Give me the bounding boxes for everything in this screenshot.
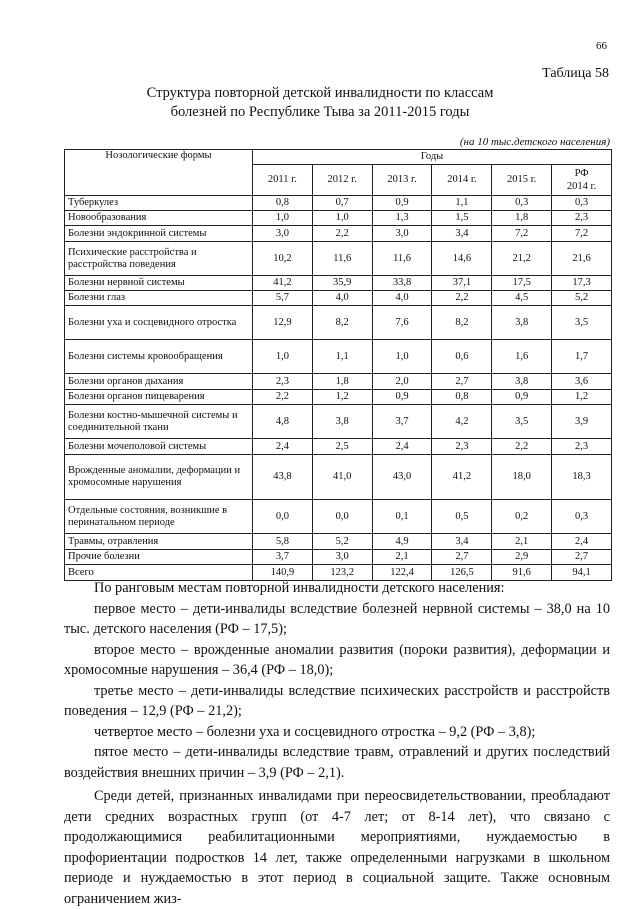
table-cell: 1,3 (372, 211, 432, 226)
year-header: 2012 г. (312, 165, 372, 196)
table-cell: 1,2 (312, 390, 372, 405)
table-cell: 7,6 (372, 306, 432, 340)
table-cell: 4,0 (372, 291, 432, 306)
table-cell: 3,0 (372, 226, 432, 242)
table-cell: 2,2 (253, 390, 313, 405)
table-row (65, 550, 612, 565)
table-cell: 2,4 (372, 439, 432, 455)
table-cell: 0,8 (432, 390, 492, 405)
table-cell: 17,3 (552, 276, 612, 291)
table-row (65, 211, 612, 226)
table-cell: 3,6 (552, 374, 612, 390)
table-cell: 3,8 (492, 374, 552, 390)
table-cell: 33,8 (372, 276, 432, 291)
table-cell: 21,2 (492, 242, 552, 276)
table-cell: 5,8 (253, 534, 313, 550)
table-cell: 0,0 (253, 500, 313, 534)
table-cell: 2,7 (552, 550, 612, 565)
table-cell: 3,9 (552, 405, 612, 439)
table-cell: 123,2 (312, 565, 372, 581)
table-cell: 1,0 (312, 211, 372, 226)
rank-4: четвертое место – болезни уха и сосцевидного отростка – 9,2 (РФ – 3,8); (94, 723, 536, 740)
table-cell: 0,0 (312, 500, 372, 534)
table-row (65, 340, 612, 374)
table-cell: 1,7 (552, 340, 612, 374)
table-cell: 3,5 (552, 306, 612, 340)
table-cell: 1,0 (253, 211, 313, 226)
table-row (65, 500, 612, 534)
body-paragraph: Среди детей, признанных инвалидами при переосвидетельствовании, преобладают дети средних возрастных групп (от 4-7 лет; от 8-14 лет), что связано с продолжающимися реабилитационными мероприятиями, нуждаемостью в профориентации подростков 14 лет, также определенными нагрузками в школьном периоде и нуждаемостью в этот период в социальной защите. Также основным ограничением жиз- (64, 788, 610, 907)
table-cell: 0,9 (492, 390, 552, 405)
table-cell: 8,2 (432, 306, 492, 340)
table-cell: 7,2 (492, 226, 552, 242)
table-cell: 43,8 (253, 455, 313, 500)
disability-table (64, 149, 612, 581)
row-label: Травмы, отравления (65, 534, 253, 550)
table-label: Таблица 58 (542, 66, 609, 81)
table-cell: 94,1 (552, 565, 612, 581)
row-label: Врожденные аномалии, деформации и хромосомные нарушения (65, 455, 253, 500)
year-header-rf: РФ 2014 г. (552, 165, 612, 196)
rank-intro: По ранговым местам повторной инвалидности детского населения: (94, 580, 505, 596)
table-cell: 2,4 (253, 439, 313, 455)
table-cell: 2,3 (552, 439, 612, 455)
table-cell: 2,3 (432, 439, 492, 455)
table-cell: 140,9 (253, 565, 313, 581)
table-row (65, 276, 612, 291)
table-cell: 4,9 (372, 534, 432, 550)
table-cell: 3,7 (253, 550, 313, 565)
table-cell: 11,6 (312, 242, 372, 276)
table-cell: 41,0 (312, 455, 372, 500)
table-row (65, 291, 612, 306)
table-cell: 1,8 (312, 374, 372, 390)
row-label: Болезни костно-мышечной системы и соединительной ткани (65, 405, 253, 439)
table-cell: 4,5 (492, 291, 552, 306)
table-cell: 2,5 (312, 439, 372, 455)
table-cell: 18,0 (492, 455, 552, 500)
table-cell: 4,2 (432, 405, 492, 439)
table-cell: 1,1 (312, 340, 372, 374)
table-cell: 122,4 (372, 565, 432, 581)
table-cell: 3,0 (253, 226, 313, 242)
row-label: Отдельные состояния, возникшие в перинатальном периоде (65, 500, 253, 534)
table-cell: 0,8 (253, 196, 313, 211)
table-cell: 8,2 (312, 306, 372, 340)
table-cell: 10,2 (253, 242, 313, 276)
table-row (65, 196, 612, 211)
table-cell: 3,0 (312, 550, 372, 565)
table-cell: 5,2 (552, 291, 612, 306)
year-header: 2015 г. (492, 165, 552, 196)
table-row (65, 306, 612, 340)
table-cell: 1,8 (492, 211, 552, 226)
table-cell: 41,2 (432, 455, 492, 500)
row-label: Болезни органов дыхания (65, 374, 253, 390)
table-cell: 0,9 (372, 196, 432, 211)
row-label: Болезни нервной системы (65, 276, 253, 291)
table-cell: 3,4 (432, 226, 492, 242)
table-cell: 7,2 (552, 226, 612, 242)
table-cell: 41,2 (253, 276, 313, 291)
row-label: Болезни уха и сосцевидного отростка (65, 306, 253, 340)
table-cell: 0,1 (372, 500, 432, 534)
table-cell: 18,3 (552, 455, 612, 500)
table-cell: 14,6 (432, 242, 492, 276)
table-cell: 1,5 (432, 211, 492, 226)
table-cell: 35,9 (312, 276, 372, 291)
table-cell: 0,3 (552, 196, 612, 211)
table-cell: 17,5 (492, 276, 552, 291)
title-line-1: Структура повторной детской инвалидности по классам (146, 85, 494, 101)
row-label: Прочие болезни (65, 550, 253, 565)
table-cell: 3,5 (492, 405, 552, 439)
row-label: Туберкулез (65, 196, 253, 211)
rank-3: третье место – дети-инвалиды вследствие психических расстройств и расстройств поведения – 12,9 (РФ – 21,2); (64, 682, 610, 719)
table-cell: 0,9 (372, 390, 432, 405)
table-cell: 5,2 (312, 534, 372, 550)
table-cell: 91,6 (492, 565, 552, 581)
year-header: 2014 г. (432, 165, 492, 196)
table-cell: 21,6 (552, 242, 612, 276)
table-row (65, 439, 612, 455)
table-cell: 0,6 (432, 340, 492, 374)
table-cell: 1,1 (432, 196, 492, 211)
row-label: Болезни органов пищеварения (65, 390, 253, 405)
body-text (64, 578, 610, 909)
table-cell: 2,7 (432, 374, 492, 390)
table-cell: 4,0 (312, 291, 372, 306)
table-cell: 1,0 (372, 340, 432, 374)
row-label: Психические расстройства и расстройства поведения (65, 242, 253, 276)
row-label: Новообразования (65, 211, 253, 226)
rank-1: первое место – дети-инвалиды вследствие болезней нервной системы – 38,0 на 10 тыс. детского населения (РФ – 17,5); (64, 600, 610, 637)
table-row (65, 242, 612, 276)
table-row (65, 455, 612, 500)
table-cell: 3,8 (312, 405, 372, 439)
table-row (65, 226, 612, 242)
table-cell: 2,1 (372, 550, 432, 565)
table-cell: 12,9 (253, 306, 313, 340)
table-row (65, 405, 612, 439)
row-label: Болезни системы кровообращения (65, 340, 253, 374)
rank-5: пятое место – дети-инвалиды вследствие травм, отравлений и других последствий воздействия внешних причин – 3,9 (РФ – 2,1). (64, 744, 610, 781)
year-header: 2013 г. (372, 165, 432, 196)
table-cell: 11,6 (372, 242, 432, 276)
table-cell: 2,2 (492, 439, 552, 455)
page-number: 66 (596, 40, 607, 52)
table-cell: 4,8 (253, 405, 313, 439)
table-cell: 0,7 (312, 196, 372, 211)
rank-2: второе место – врожденные аномалии развития (пороки развития), деформации и хромосомные нарушения – 36,4 (РФ – 18,0); (64, 641, 610, 678)
table-cell: 3,4 (432, 534, 492, 550)
table-cell: 1,0 (253, 340, 313, 374)
table-cell: 3,8 (492, 306, 552, 340)
table-cell: 5,7 (253, 291, 313, 306)
table-cell: 1,6 (492, 340, 552, 374)
table-cell: 0,5 (432, 500, 492, 534)
row-label: Всего (65, 565, 253, 581)
row-label: Болезни эндокринной системы (65, 226, 253, 242)
table-cell: 126,5 (432, 565, 492, 581)
table-cell: 43,0 (372, 455, 432, 500)
table-cell: 2,7 (432, 550, 492, 565)
table-title (0, 84, 640, 122)
column-header-forms: Нозологические формы (65, 150, 253, 196)
table-row (65, 374, 612, 390)
table-cell: 2,9 (492, 550, 552, 565)
table-cell: 2,3 (552, 211, 612, 226)
table-cell: 2,3 (253, 374, 313, 390)
column-header-years: Годы (253, 150, 612, 165)
table-cell: 2,2 (432, 291, 492, 306)
table-row (65, 390, 612, 405)
title-line-2: болезней по Республике Тыва за 2011-2015 годы (170, 104, 470, 120)
row-label: Болезни глаз (65, 291, 253, 306)
year-header: 2011 г. (253, 165, 313, 196)
table-cell: 2,1 (492, 534, 552, 550)
table-cell: 2,4 (552, 534, 612, 550)
table-cell: 0,2 (492, 500, 552, 534)
row-label: Болезни мочеполовой системы (65, 439, 253, 455)
unit-note: (на 10 тыс.детского населения) (459, 136, 610, 148)
table-cell: 37,1 (432, 276, 492, 291)
table-cell: 0,3 (552, 500, 612, 534)
table-cell: 2,2 (312, 226, 372, 242)
table-row (65, 534, 612, 550)
table-cell: 2,0 (372, 374, 432, 390)
table-cell: 1,2 (552, 390, 612, 405)
table-cell: 3,7 (372, 405, 432, 439)
table-cell: 0,3 (492, 196, 552, 211)
